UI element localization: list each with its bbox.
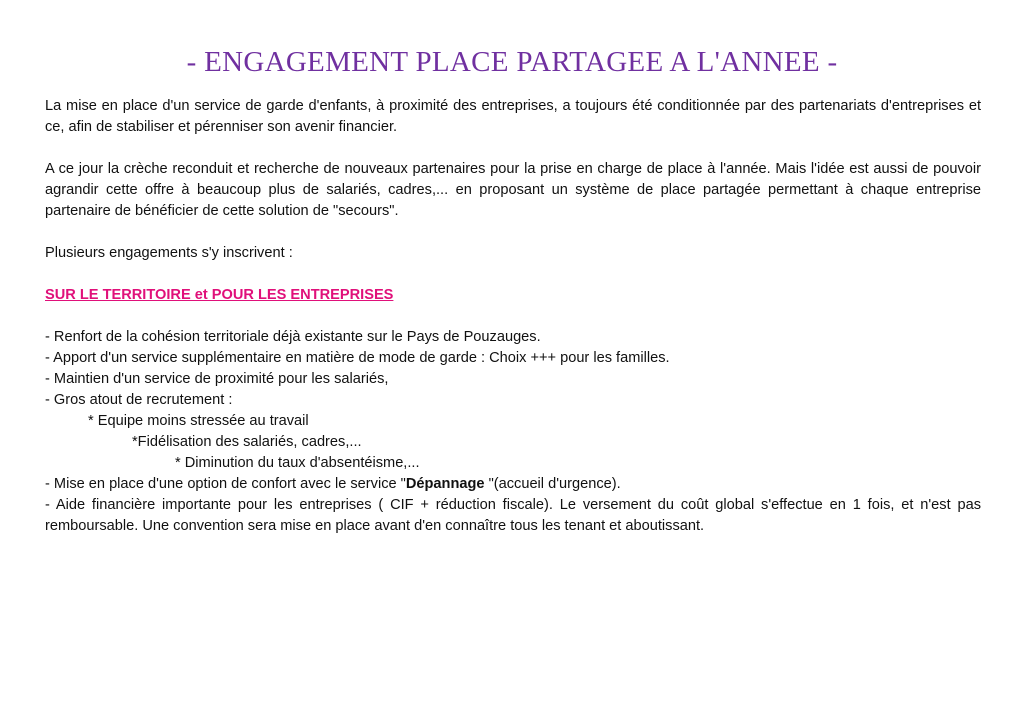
- list-item: - Renfort de la cohésion territoriale déjà existante sur le Pays de Pouzauges.: [45, 329, 541, 345]
- list-item-text: "(accueil d'urgence).: [488, 476, 621, 492]
- list-item: - Gros atout de recrutement :: [45, 392, 233, 408]
- page-title: - ENGAGEMENT PLACE PARTAGEE A L'ANNEE -: [186, 46, 838, 78]
- list-item: - Maintien d'un service de proximité pour les salariés,: [45, 371, 389, 387]
- list-item: - Apport d'un service supplémentaire en matière de mode de garde : Choix +++ pour les familles.: [45, 350, 670, 366]
- sub-list-item: *Fidélisation des salariés, cadres,...: [132, 434, 362, 450]
- commitments-list: [45, 327, 981, 537]
- section-heading: SUR LE TERRITOIRE et POUR LES ENTREPRISES: [45, 287, 394, 303]
- list-item: - Aide financière importante pour les entreprises ( CIF + réduction fiscale). Le versement du coût global s'effectue en 1 fois, et n'est pas remboursable. Une convention sera mise en place avant d'en connaître tous les tenant et aboutissant.: [45, 497, 981, 534]
- commitments-intro: Plusieurs engagements s'y inscrivent :: [45, 245, 293, 261]
- document-body: [45, 96, 981, 537]
- sub-list-item: * Diminution du taux d'absentéisme,...: [175, 455, 420, 471]
- sub-list-item: * Equipe moins stressée au travail: [88, 413, 309, 429]
- list-item-text: - Mise en place d'une option de confort avec le service ": [45, 476, 406, 492]
- offer-paragraph: A ce jour la crèche reconduit et recherche de nouveaux partenaires pour la prise en charge de place à l'année. Mais l'idée est aussi de pouvoir agrandir cette offre à beaucoup plus de salariés, cadres,... en proposant un système de place partagée permettant à chaque entreprise partenaire de bénéficier de cette solution de "secours".: [45, 161, 981, 219]
- list-item-depannage: [45, 474, 981, 495]
- depannage-service-label: Dépannage: [405, 476, 489, 492]
- intro-paragraph: La mise en place d'un service de garde d'enfants, à proximité des entreprises, a toujours été conditionnée par des partenariats d'entreprises et ce, afin de stabiliser et pérenniser son avenir financier.: [45, 98, 981, 135]
